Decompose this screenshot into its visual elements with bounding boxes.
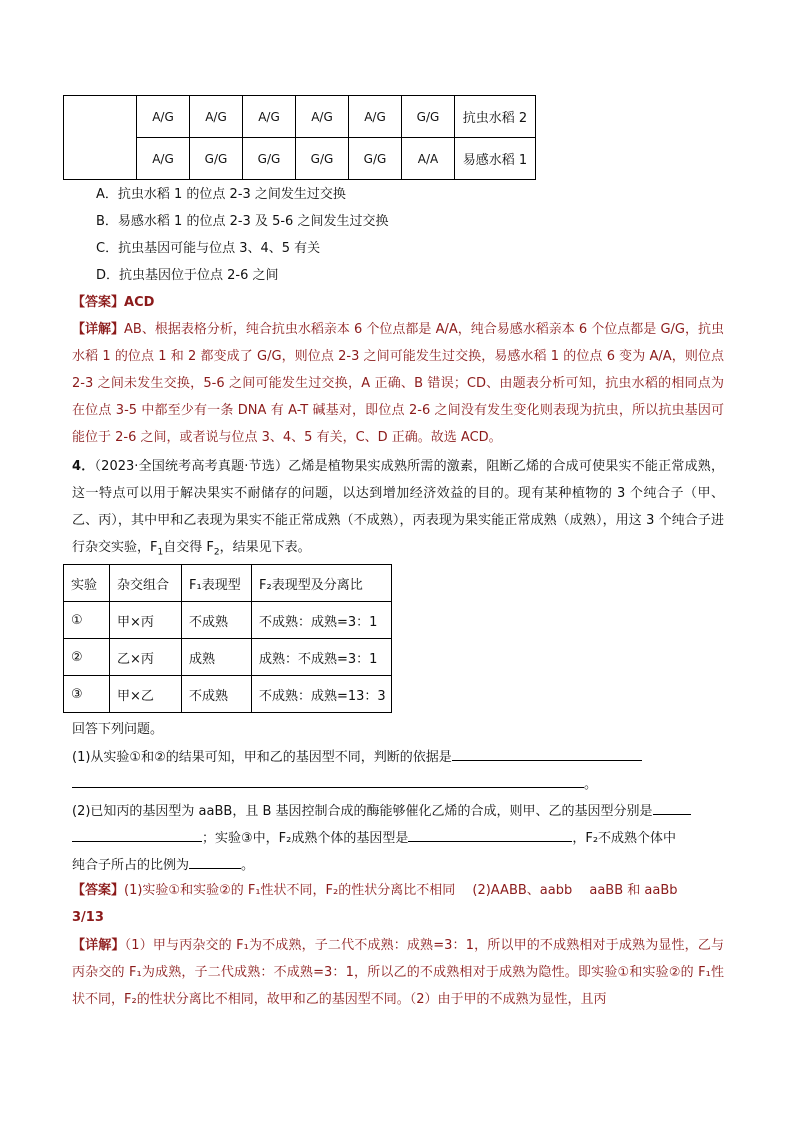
row-name-cell: 易感水稻 1 <box>455 138 536 180</box>
genotype-table <box>63 95 536 180</box>
detail-label: 【详解】 <box>72 938 125 953</box>
table-cell: G/G <box>190 138 243 180</box>
detail-text: AB、根据表格分析，纯合抗虫水稻亲本 6 个位点都是 A/A，纯合易感水稻亲本 6 个位点都是 G/G，抗虫水稻 1 的位点 1 和 2 都变成了 G/G，则位点 2-3 之间可能发生过交换，易感水稻 1 的位点 6 变为 A/A，则位点 2-3 之间未发生交换，5-6 之间可能发生过交换，A 正确、B 错误；CD、由题表分析可知，抗虫水稻的相同点为在位点 3-5 中都至少有一条 DNA 有 A-T 碱基对，即位点 2-6 之间没有发生变化则表现为抗虫，所以抗虫基因可能位于 2-6 之间，或者说与位点 3、4、5 有关，C、D 正确。故选 ACD。 <box>72 322 724 445</box>
table-cell: ② <box>64 639 110 676</box>
detail-3 <box>72 316 724 451</box>
detail-text: （1）甲与丙杂交的 F₁为不成熟，子二代不成熟：成熟=3：1，所以甲的不成熟相对于成熟为显性，乙与丙杂交的 F₁为成熟，子二代成熟：不成熟=3：1，所以乙的不成熟相对于成熟为隐性。即实验①和实验②的 F₁性状不同，F₂的性状分离比不相同，故甲和乙的基因型不同。（2）由于甲的不成熟为显性，且丙 <box>72 938 724 1007</box>
sub-question-1 <box>72 744 724 798</box>
sub2-text2: ；实验③中，F₂成熟个体的基因型是 <box>202 831 409 846</box>
table-cell: ① <box>64 602 110 639</box>
answer-blank[interactable] <box>72 773 584 788</box>
question-stem: 乙烯是植物果实成熟所需的激素，阻断乙烯的合成可使果实不能正常成熟，这一特点可以用于解决果实不耐储存的问题，以达到增加经济效益的目的。现有某种植物的 3 个纯合子（甲、乙、丙），其中甲和乙表现为果实不能正常成熟（不成熟），丙表现为果实能正常成熟（成熟），用这 3 个纯合子进行杂交实验， <box>72 459 724 555</box>
prompt-text: 回答下列问题。 <box>72 722 164 737</box>
table-cell: 乙×丙 <box>110 639 182 676</box>
table-cell: 成熟：不成熟=3：1 <box>252 639 392 676</box>
answer-label: 【答案】 <box>72 295 125 310</box>
table-cell: 不成熟 <box>182 676 252 713</box>
question-4: 4．（2023·全国统考高考真题·节选）乙烯是植物果实成熟所需的激素，阻断乙烯的合成可使果实不能正常成熟，这一特点可以用于解决果实不耐储存的问题，以达到增加经济效益的目的。现有某种植物的 3 个纯合子（甲、乙、丙），其中甲和乙表现为果实不能正常成熟（不成熟），丙表现为果实能正常成熟（成熟），用这 3 个纯合子进行杂交实验，$F_1$自交得 $F_2$，结果见下表。 <box>72 459 724 558</box>
question-source: （2023·全国统考高考真题·节选） <box>94 459 289 474</box>
table-cell: 甲×乙 <box>110 676 182 713</box>
answer-value: ACD <box>124 295 155 310</box>
header-cell: 实验 <box>64 565 110 602</box>
stem-end: ，结果见下表。 <box>219 540 311 555</box>
header-cell: 杂交组合 <box>110 565 182 602</box>
sub-question-2 <box>72 798 724 879</box>
header-cell: F₁表现型 <box>182 565 252 602</box>
table-cell: A/G <box>137 96 190 138</box>
sub1-end: 。 <box>584 777 598 792</box>
row-name-cell: 抗虫水稻 2 <box>455 96 536 138</box>
option-b: B．易感水稻 1 的位点 2-3 及 5-6 之间发生过交换 <box>96 214 389 229</box>
table-cell: A/G <box>243 96 296 138</box>
stem-mid: 自交得 <box>163 540 207 555</box>
detail-label: 【详解】 <box>72 322 125 337</box>
option-a: A．抗虫水稻 1 的位点 2-3 之间发生过交换 <box>96 187 346 202</box>
answer-blank[interactable] <box>653 800 691 815</box>
option-c: C．抗虫基因可能与位点 3、4、5 有关 <box>96 241 321 256</box>
table-cell: A/G <box>190 96 243 138</box>
table-row <box>64 676 392 713</box>
table-cell: G/G <box>296 138 349 180</box>
sub2-text1: (2)已知丙的基因型为 aaBB，且 B 基因控制合成的酶能够催化乙烯的合成，则甲、乙的基因型分别是 <box>72 804 653 819</box>
table-cell: G/G <box>243 138 296 180</box>
table-cell: A/G <box>296 96 349 138</box>
answer-line1: (1)实验①和实验②的 F₁性状不同，F₂的性状分离比不相同 (2)AABB、aabb aaBB 和 aaBb <box>124 883 678 898</box>
table-cell: ③ <box>64 676 110 713</box>
answer-blank[interactable] <box>452 746 642 761</box>
table-cell: G/G <box>402 96 455 138</box>
f1-symbol: F <box>150 540 158 555</box>
table-cell: 不成熟 <box>182 602 252 639</box>
table-row <box>64 96 536 138</box>
sub2-end: 。 <box>241 858 255 873</box>
table-cell: 不成熟：成熟=13：3 <box>252 676 392 713</box>
answer-label: 【答案】 <box>72 883 125 898</box>
table-cell: A/G <box>137 138 190 180</box>
answer-4 <box>72 877 724 931</box>
sub1-text: (1)从实验①和②的结果可知，甲和乙的基因型不同，判断的依据是 <box>72 750 452 765</box>
answer-line2: 3/13 <box>72 910 104 925</box>
answer-blank[interactable] <box>72 827 202 842</box>
answer-3 <box>72 294 154 312</box>
empty-cell <box>64 96 137 180</box>
table-cell: 甲×丙 <box>110 602 182 639</box>
f2-symbol: F <box>206 540 214 555</box>
question-number: 4． <box>72 459 95 474</box>
answer-blank[interactable] <box>189 854 241 869</box>
sub2-text3: ，F₂不成熟个体中 <box>572 831 677 846</box>
table-cell: A/G <box>349 96 402 138</box>
option-d: D．抗虫基因位于位点 2-6 之间 <box>96 268 279 283</box>
experiment-table <box>63 564 392 713</box>
header-cell: F₂表现型及分离比 <box>252 565 392 602</box>
table-row <box>64 602 392 639</box>
sub2-text4: 纯合子所占的比例为 <box>72 858 190 873</box>
table-cell: 不成熟：成熟=3：1 <box>252 602 392 639</box>
table-cell: 成熟 <box>182 639 252 676</box>
table-header-row <box>64 565 392 602</box>
answer-blank[interactable] <box>408 827 572 842</box>
table-cell: G/G <box>349 138 402 180</box>
table-cell: A/A <box>402 138 455 180</box>
table-row <box>64 639 392 676</box>
detail-4 <box>72 932 724 1013</box>
